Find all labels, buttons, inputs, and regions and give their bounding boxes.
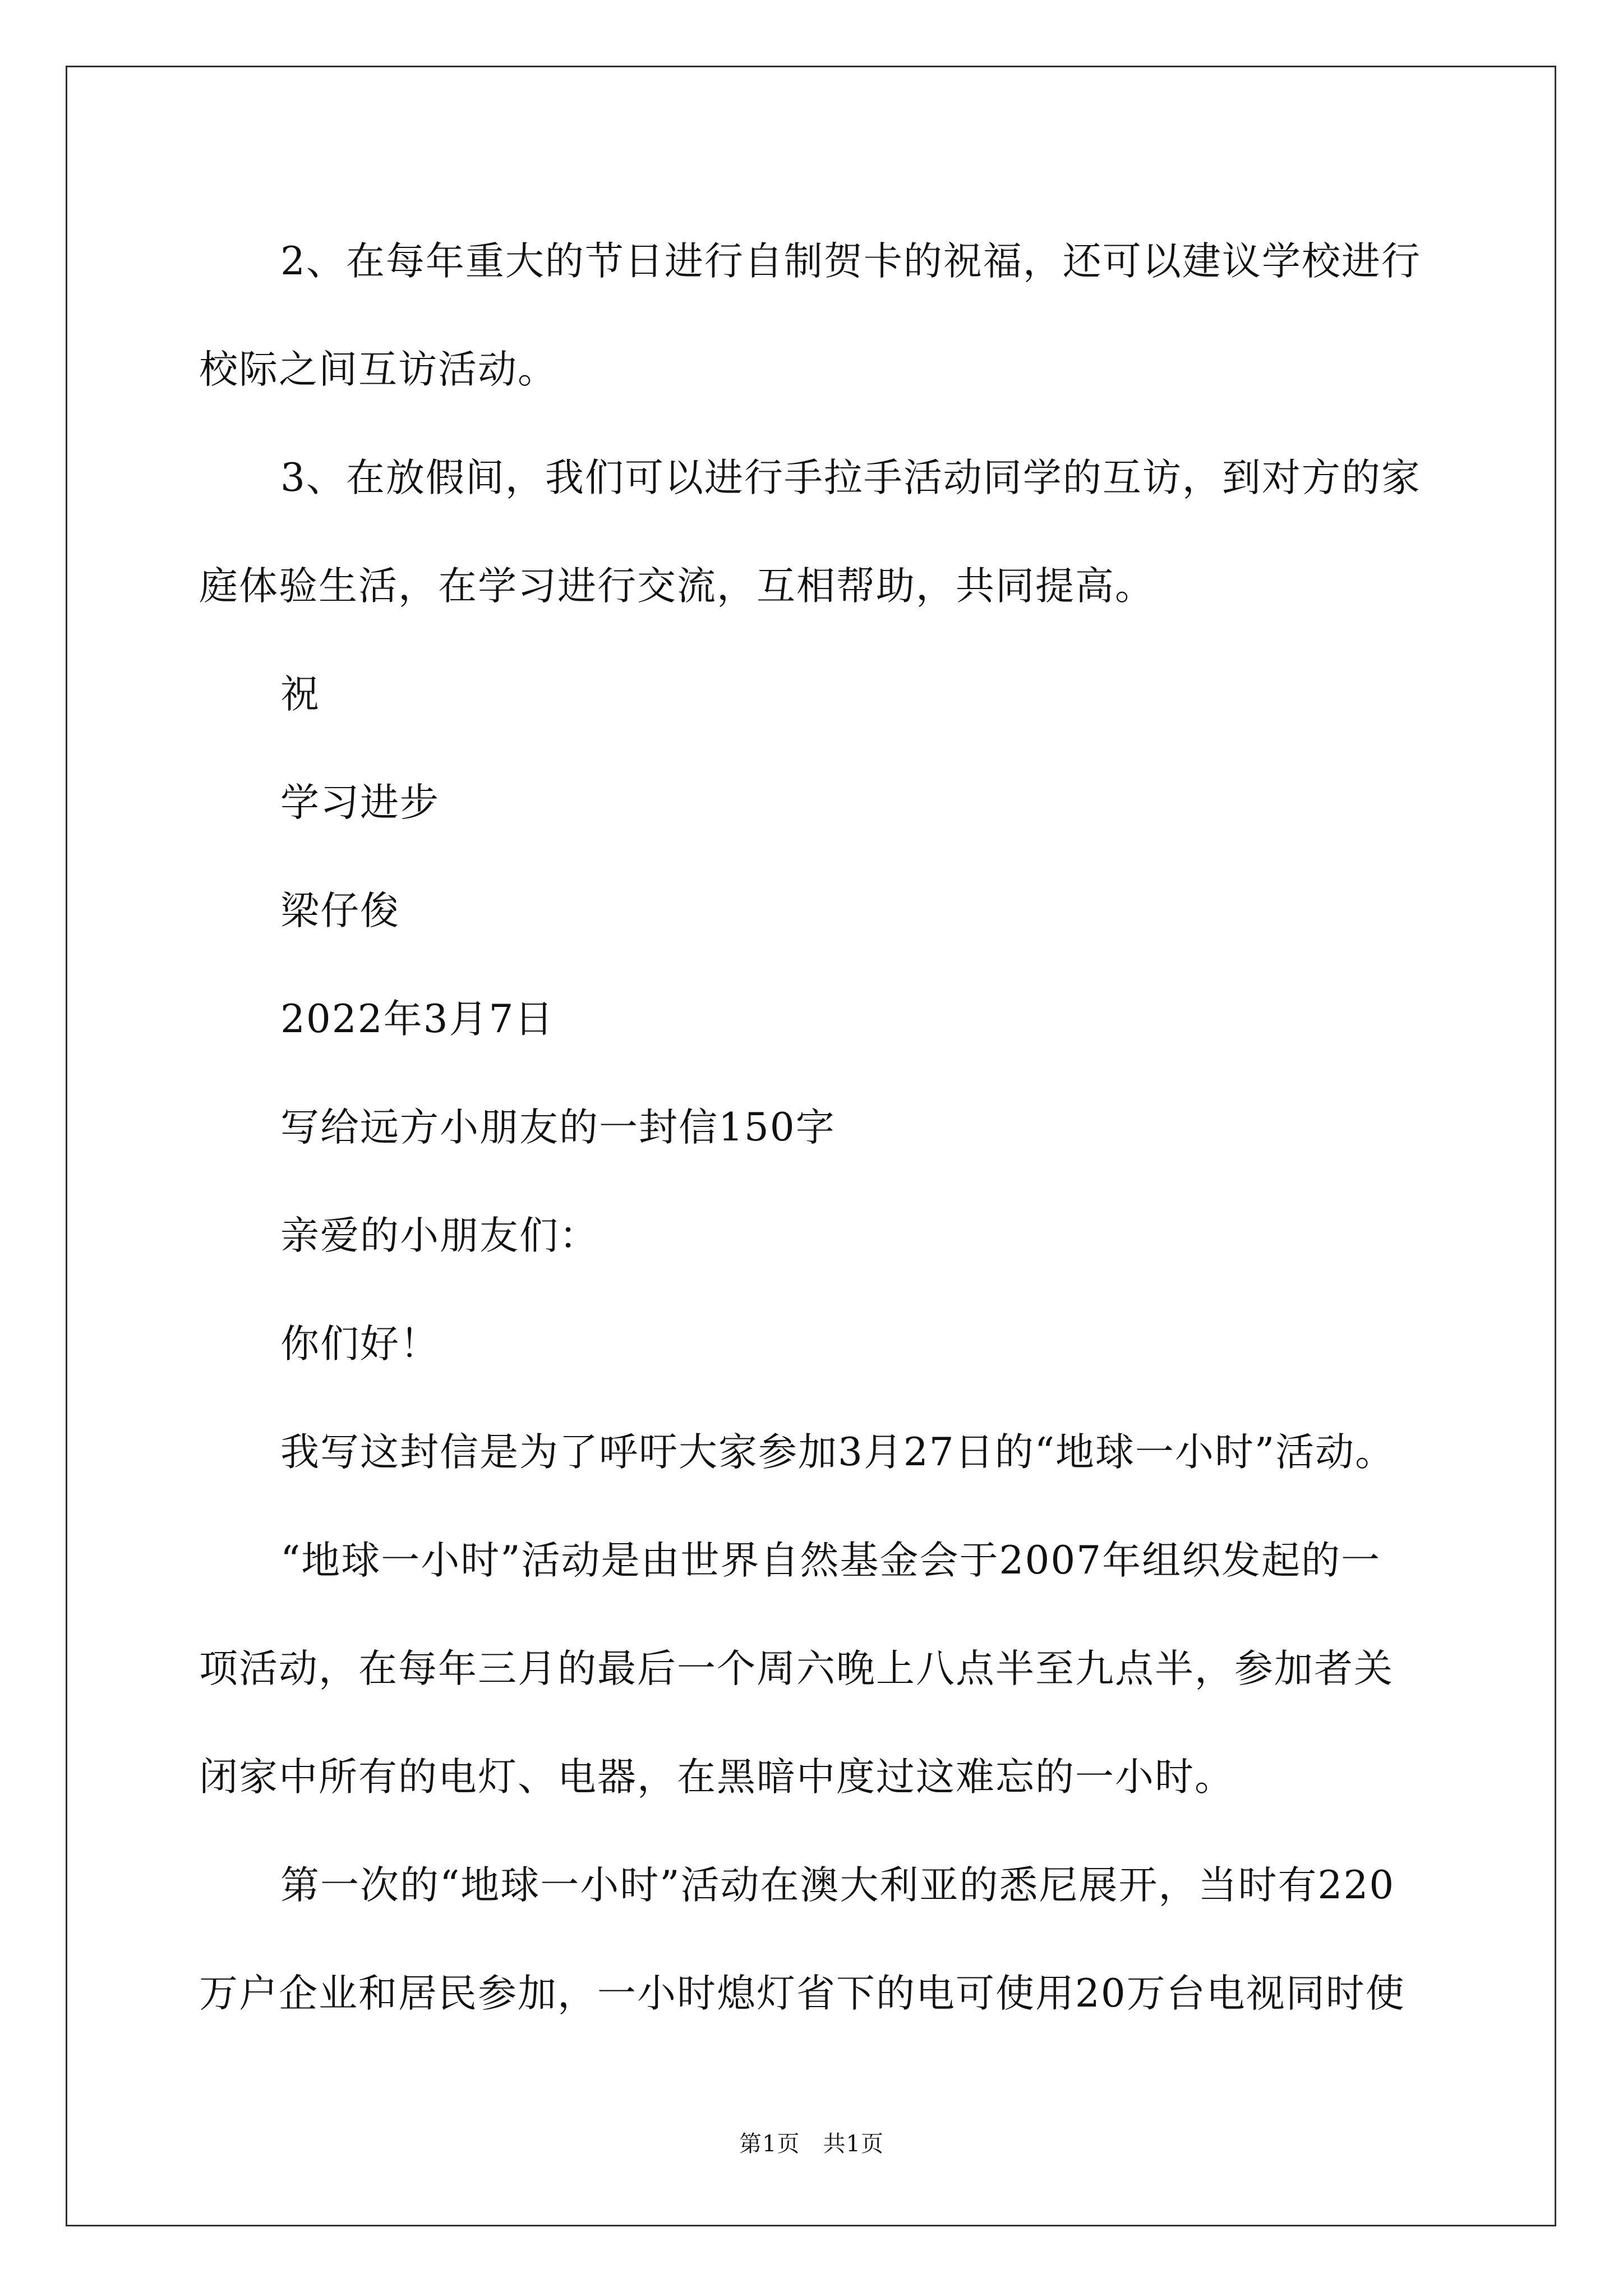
paragraph-first-event-line-1: 第一次的“地球一小时”活动在澳大利亚的悉尼展开，当时有220 [280,1863,1395,1908]
paragraph-first-event-line-2: 万户企业和居民参加，一小时熄灯省下的电可使用20万台电视同时使 [199,1971,1405,2016]
closing-wish-phrase: 学习进步 [280,780,440,825]
paragraph-2-line-2: 庭体验生活，在学习进行交流，互相帮助，共同提高。 [199,564,1155,609]
paragraph-intro: 我写这封信是为了呼吁大家参加3月27日的“地球一小时”活动。 [280,1430,1395,1475]
closing-wish: 祝 [280,672,320,717]
paragraph-earth-hour-line-2: 项活动，在每年三月的最后一个周六晚上八点半至九点半，参加者关 [199,1646,1394,1691]
paragraph-2-line-1: 3、在放假间，我们可以进行手拉手活动同学的互访，到对方的家 [280,455,1421,500]
greeting: 你们好！ [280,1322,440,1366]
page-footer: 第1页 共1页 [739,2131,884,2157]
paragraph-earth-hour-line-3: 闭家中所有的电灯、电器，在黑暗中度过这难忘的一小时。 [199,1755,1234,1800]
signature-date: 2022年3月7日 [280,997,555,1042]
signature-name: 梁仔俊 [280,889,400,933]
section-title: 写给远方小朋友的一封信150字 [280,1105,836,1150]
paragraph-1-line-1: 2、在每年重大的节日进行自制贺卡的祝福，还可以建议学校进行 [280,239,1421,284]
paragraph-1-line-2: 校际之间互访活动。 [199,347,557,392]
document-body [199,208,1433,2048]
paragraph-earth-hour-line-1: “地球一小时”活动是由世界自然基金会于2007年组织发起的一 [280,1538,1381,1583]
salutation: 亲爱的小朋友们： [280,1213,599,1258]
